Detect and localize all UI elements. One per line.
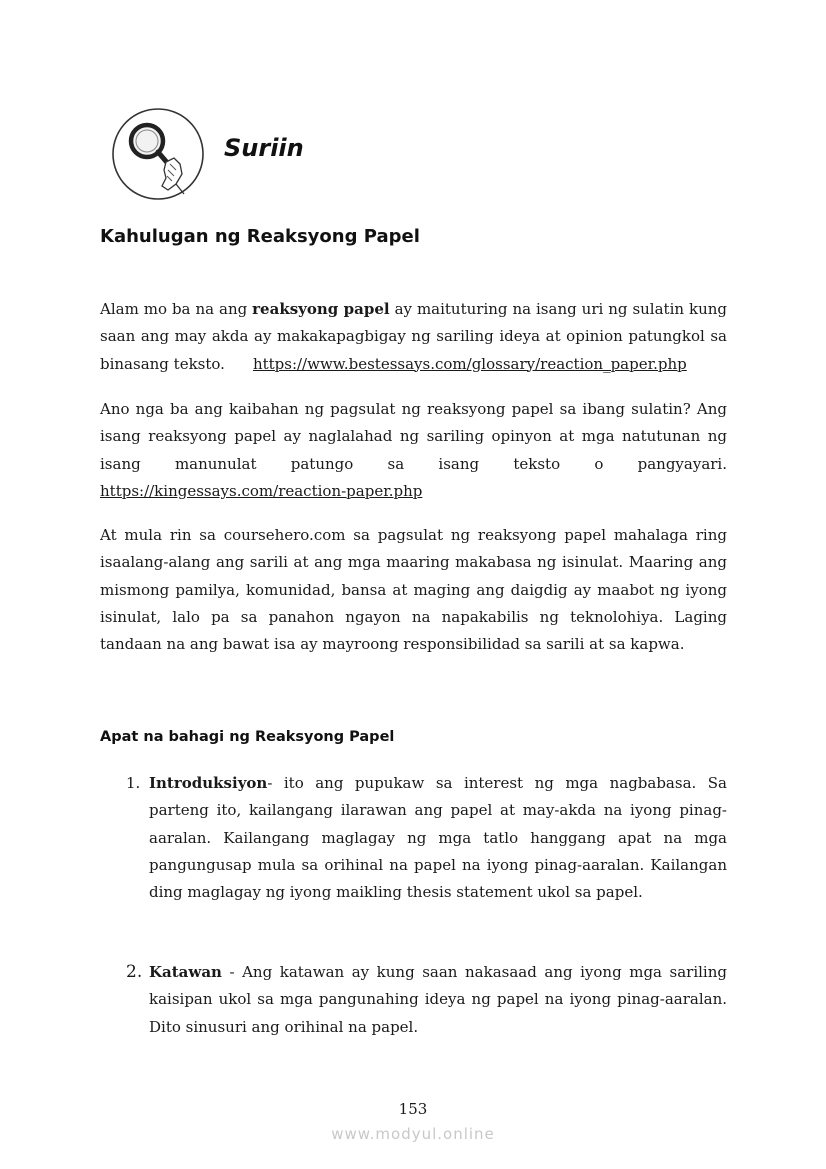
paragraph-1: Alam mo ba na ang reaksyong papel ay maituturing na isang uri ng sulatin kung saan ang may akda ay makakapagbigay ng sariling ideya at opinion patungkol sa binasang teksto. https://www.bestessays.com/glossary/reaction_paper.php (100, 300, 727, 373)
list-number: 1. (126, 774, 141, 792)
section-title: Suriin (224, 134, 304, 162)
page-number: 153 (398, 1100, 428, 1118)
reference-link-kingessays[interactable]: https://kingessays.com/reaction-paper.php (100, 481, 423, 500)
bold-term: reaksyong papel (252, 300, 390, 318)
list-item: 1. Introduksiyon- ito ang pupukaw sa interest ng mga nagbabasa. Sa parteng ito, kailangang ilarawan ang papel at may-akda na iyong pinag-aaralan. Kailangang maglagay ng mga tatlo hanggang apat na mga pangungusap mula sa orihinal na papel na iyong pinag-aaralan. Kailangan ding maglagay ng iyong maikling thesis statement ukol sa papel. (100, 770, 727, 906)
reference-link-bestessays[interactable]: https://www.bestessays.com/glossary/reaction_paper.php (252, 354, 687, 373)
list-number: 2. (126, 962, 143, 982)
subheading: Apat na bahagi ng Reaksyong Papel (100, 729, 395, 745)
list-item: 2. Katawan - Ang katawan ay kung saan nakasaad ang iyong mga sariling kaisipan ukol sa mga pangunahing ideya ng papel na iyong pinag-aaralan. Dito sinusuri ang orihinal na papel. (100, 959, 727, 1041)
list-term: Introduksiyon (149, 774, 268, 792)
list-term: Katawan (149, 963, 222, 981)
page-heading: Kahulugan ng Reaksyong Papel (100, 226, 420, 247)
paragraph-3: At mula rin sa coursehero.com sa pagsulat ng reaksyong papel mahalaga ring isaalang-alang ang sarili at ang mga maaring makabasa ng isinulat. Maaring ang mismong pamilya, komunidad, bansa at maging ang daigdig ay maabot ng iyong isinulat, lalo pa sa panahon ngayon na napakabilis ng teknolohiya. Laging tandaan na ang bawat isa ay mayroong responsibilidad sa sarili at sa kapwa. (100, 526, 727, 654)
watermark: www.modyul.online (331, 1125, 495, 1143)
paragraph-2: Ano nga ba ang kaibahan ng pagsulat ng reaksyong papel sa ibang sulatin? Ang isang reaksyong papel ay naglalahad ng sariling opinyon at mga natutunan ng isang manunulat patungo sa isang teksto o pangyayari. https://kingessays.com/reaction-paper.php (100, 400, 727, 500)
magnifying-glass-icon (110, 106, 206, 202)
